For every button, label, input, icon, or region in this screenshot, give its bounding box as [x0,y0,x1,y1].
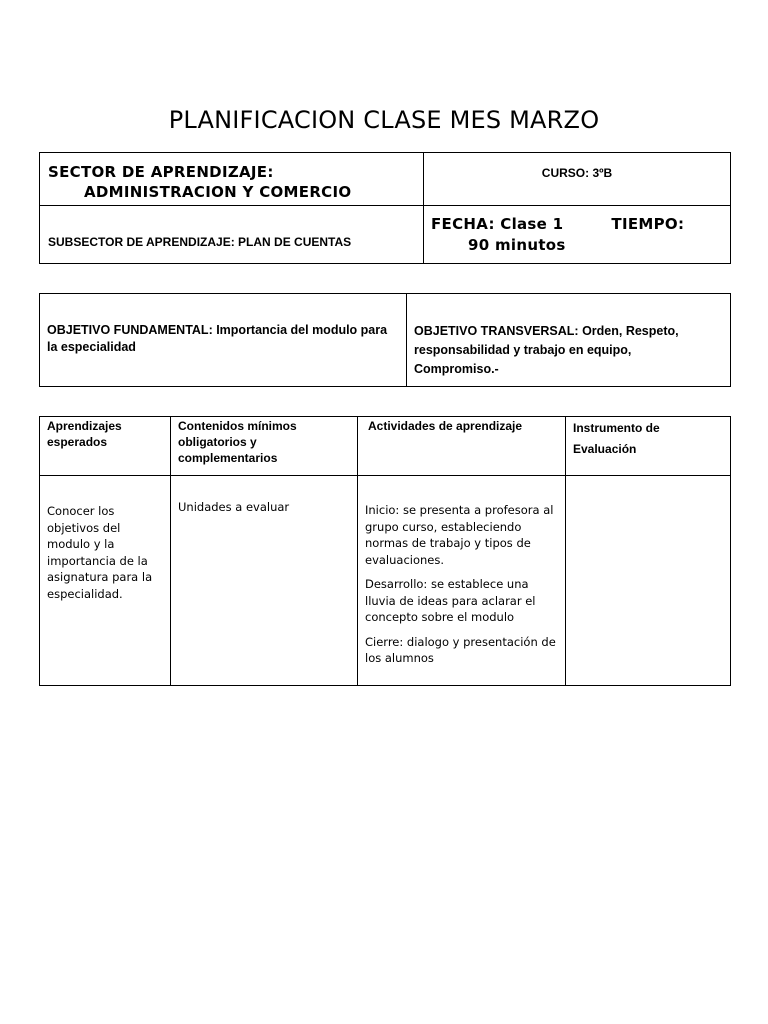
sector-cell [40,153,424,206]
column-header-label: Actividades de aprendizaje [368,419,523,433]
actividad-inicio: Inicio: se presenta a profesora al grupo curso, estableciendo normas de trabajo y tipos de evaluaciones. [365,503,554,567]
aprendizajes-cell [40,476,171,686]
subsector-cell [40,206,424,264]
contenidos-cell [171,476,358,686]
instrumento-cell [566,476,731,686]
actividad-cierre: Cierre: dialogo y presentación de los alumnos [365,634,556,665]
column-header-contenidos [171,417,358,476]
objetivo-transversal [414,322,724,379]
column-header-instrumento [566,417,731,476]
objetivo-fundamental: OBJETIVO FUNDAMENTAL: Importancia del modulo para la especialidad [47,323,388,354]
objectives-table [39,293,731,387]
plan-table [39,416,731,686]
duracion-value: 90 minutos [468,236,566,254]
column-header-label: Contenidos mínimos obligatorios y complementarios [178,419,297,465]
objetivo-transversal-line: responsabilidad y trabajo en equipo, [414,343,632,357]
actividad-desarrollo: Desarrollo: se establece una lluvia de ideas para aclarar el concepto sobre el modulo [365,577,536,624]
fecha-label: FECHA: Clase 1 [431,215,564,233]
curso-cell [424,153,731,206]
objetivo-transversal-cell [407,294,731,387]
fecha-cell [424,206,731,264]
objetivo-transversal-line: Compromiso.- [414,362,499,376]
sector-value: ADMINISTRACION Y COMERCIO [84,183,352,201]
column-header-label: Instrumento de Evaluación [573,421,660,456]
objetivo-transversal-line: OBJETIVO TRANSVERSAL: Orden, Respeto, [414,324,679,338]
page-title: PLANIFICACION CLASE MES MARZO [168,106,600,134]
sector-label: SECTOR DE APRENDIZAJE: [48,163,274,181]
objetivo-fundamental-cell [40,294,407,387]
actividades-text [365,502,559,667]
column-header-label: Aprendizajes esperados [47,419,122,449]
tiempo-label: TIEMPO: [611,215,685,233]
actividades-cell [358,476,566,686]
aprendizajes-text: Conocer los objetivos del modulo y la importancia de la asignatura para la especialidad. [47,504,153,601]
column-header-aprendizajes [40,417,171,476]
header-table [39,152,731,264]
contenidos-text: Unidades a evaluar [178,500,290,514]
column-header-actividades [358,417,566,476]
subsector-label: SUBSECTOR DE APRENDIZAJE: PLAN DE CUENTAS [48,235,352,249]
curso-label: CURSO: 3ºB [541,166,613,180]
